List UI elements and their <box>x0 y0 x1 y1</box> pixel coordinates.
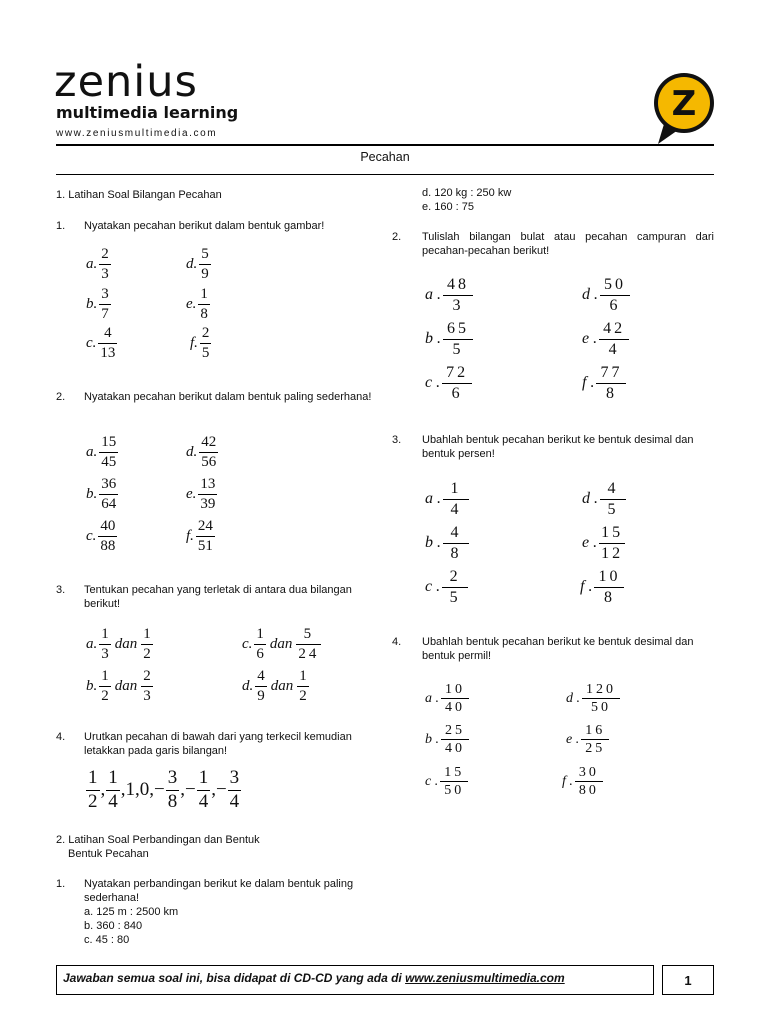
s2-q3-item-d: d . $\frac{4}{5}$ <box>582 480 626 518</box>
s1-q3-item-d: d. $\frac{4}{9}$ dan $\frac{1}{2}$ <box>242 668 307 704</box>
s2-q4-item-a: a . $\frac{10}{40}$ <box>425 682 469 716</box>
s1-q1-item-c: c. $\frac{4}{13}$ <box>86 325 116 361</box>
s2-q2-item-f: f . $\frac{77}{8}$ <box>582 364 626 402</box>
section2-heading: 2. Latihan Soal Perbandingan dan Bentuk <box>56 834 260 846</box>
fraction: $\frac{3}{7}$ <box>101 286 109 322</box>
s1-q2-item-a: a. $\frac{15}{45}$ <box>86 434 117 470</box>
s1-q2-item-f: f. $\frac{24}{51}$ <box>186 518 213 554</box>
section2-heading-cont: Bentuk Pecahan <box>68 848 149 860</box>
s1-q1-item-a: a. $\frac{2}{3}$ <box>86 246 109 282</box>
s2-q2-item-a: a . $\frac{48}{3}$ <box>425 276 473 314</box>
s1-q4-text: Urutkan pecahan di bawah dari yang terkecil kemudian letakkan pada garis bilangan! <box>84 731 352 757</box>
zenius-logo-icon <box>650 70 718 146</box>
fraction: $\frac{36}{64}$ <box>101 476 117 512</box>
s1-q3-item-b: b. $\frac{1}{2}$ dan $\frac{2}{3}$ <box>86 668 151 704</box>
s1-q2-text: Nyatakan pecahan berikut dalam bentuk paling sederhana! <box>84 391 372 403</box>
footer-link[interactable]: www.zeniusmultimedia.com <box>405 971 565 985</box>
s1-q2-number: 2. <box>56 391 66 403</box>
fraction: $\frac{24}{51}$ <box>197 518 213 554</box>
fraction: $\frac{13}{39}$ <box>200 476 216 512</box>
footer-note: Jawaban semua soal ini, bisa didapat di CD-CD yang ada di www.zeniusmultimedia.com <box>63 971 565 985</box>
s2-q4-item-e: e . $\frac{16}{25}$ <box>566 723 609 757</box>
s2-q1-item-a: a. 125 m : 2500 km <box>84 906 179 918</box>
s2-q1-item-b: b. 360 : 840 <box>84 920 143 932</box>
s1-q1-text: Nyatakan pecahan berikut dalam bentuk gambar! <box>84 220 325 232</box>
title-rule <box>56 174 714 175</box>
s2-q3-item-a: a . $\frac{1}{4}$ <box>425 480 469 518</box>
s2-q4-number: 4. <box>392 636 402 648</box>
section1-heading: 1. Latihan Soal Bilangan Pecahan <box>56 189 222 201</box>
s1-q2-item-b: b. $\frac{36}{64}$ <box>86 476 117 512</box>
s2-q4-text: Ubahlah bentuk pecahan berikut ke bentuk desimal dan bentuk permil! <box>422 636 694 662</box>
s1-q3-text: Tentukan pecahan yang terletak di antara dua bilangan berikut! <box>84 584 352 610</box>
s2-q3-item-b: b . $\frac{4}{8}$ <box>425 524 469 562</box>
s2-q3-text: Ubahlah bentuk pecahan berikut ke bentuk desimal dan bentuk persen! <box>422 434 694 460</box>
s1-q4-number: 4. <box>56 731 66 743</box>
s1-q4-sequence: $\frac{1}{2}$ , $\frac{1}{4}$ ,1,0,− $\frac{3}{8}$ ,− $\frac{1}{4}$ ,− $\frac{3}{4}$ <box>88 767 240 812</box>
s2-q3-item-c: c . $\frac{2}{5}$ <box>425 568 468 606</box>
s2-q4-item-d: d . $\frac{120}{50}$ <box>566 682 620 716</box>
s1-q1-item-b: b. $\frac{3}{7}$ <box>86 286 109 322</box>
s1-q2-item-c: c. $\frac{40}{88}$ <box>86 518 116 554</box>
s2-q1-item-c: c. 45 : 80 <box>84 934 130 946</box>
fraction: $\frac{40}{88}$ <box>100 518 116 554</box>
page-title: Pecahan <box>360 150 410 164</box>
s1-q3-item-c: c. $\frac{1}{6}$ dan $\frac{5}{24}$ <box>242 626 320 662</box>
fraction: $\frac{2}{3}$ <box>101 246 109 282</box>
s2-q2-item-d: d . $\frac{50}{6}$ <box>582 276 630 314</box>
brand-name: zenius <box>54 57 198 107</box>
fraction: $\frac{1}{8}$ <box>200 286 208 322</box>
s1-q2-item-e: e. $\frac{13}{39}$ <box>186 476 216 512</box>
s1-q2-item-d: d. $\frac{42}{56}$ <box>186 434 217 470</box>
fraction: $\frac{5}{9}$ <box>201 246 209 282</box>
s2-q2-item-e: e . $\frac{42}{4}$ <box>582 320 629 358</box>
fraction: $\frac{42}{56}$ <box>201 434 217 470</box>
s2-q2-number: 2. <box>392 231 402 243</box>
s1-q1-item-e: e. $\frac{1}{8}$ <box>186 286 208 322</box>
s1-q3-item-a: a. $\frac{1}{3}$ dan $\frac{1}{2}$ <box>86 626 151 662</box>
fraction: $\frac{15}{45}$ <box>101 434 117 470</box>
brand-url[interactable]: www.zeniusmultimedia.com <box>56 128 218 139</box>
page-number: 1 <box>662 965 714 995</box>
s2-q4-item-f: f . $\frac{30}{80}$ <box>562 765 603 799</box>
s1-q1-item-d: d. $\frac{5}{9}$ <box>186 246 209 282</box>
s2-q4-item-b: b . $\frac{25}{40}$ <box>425 723 469 757</box>
s2-q2-item-c: c . $\frac{72}{6}$ <box>425 364 472 402</box>
s2-q1-number: 1. <box>56 878 66 890</box>
fraction: $\frac{4}{13}$ <box>100 325 116 361</box>
fraction: $\frac{2}{5}$ <box>201 325 210 361</box>
logo-letter: Z <box>671 84 697 124</box>
s2-q2-item-b: b . $\frac{65}{5}$ <box>425 320 473 358</box>
s1-q1-number: 1. <box>56 220 66 232</box>
s2-q1-item-d: d. 120 kg : 250 kw <box>422 187 512 199</box>
brand-tagline: multimedia learning <box>56 103 239 122</box>
s2-q3-item-e: e . $\frac{15}{12}$ <box>582 524 624 562</box>
header-rule <box>56 144 714 146</box>
s2-q3-item-f: f . $\frac{10}{8}$ <box>580 568 624 606</box>
s2-q1-text: Nyatakan perbandingan berikut ke dalam bentuk paling sederhana! <box>84 878 354 904</box>
s2-q1-item-e: e. 160 : 75 <box>422 201 474 213</box>
s1-q3-number: 3. <box>56 584 66 596</box>
s2-q2-text: Tulislah bilangan bulat atau pecahan campuran dari pecahan-pecahan berikut! <box>422 231 714 257</box>
s2-q3-number: 3. <box>392 434 402 446</box>
s1-q1-item-f: f. $\frac{2}{5}$ <box>190 325 210 361</box>
s2-q4-item-c: c . $\frac{15}{50}$ <box>425 765 468 799</box>
